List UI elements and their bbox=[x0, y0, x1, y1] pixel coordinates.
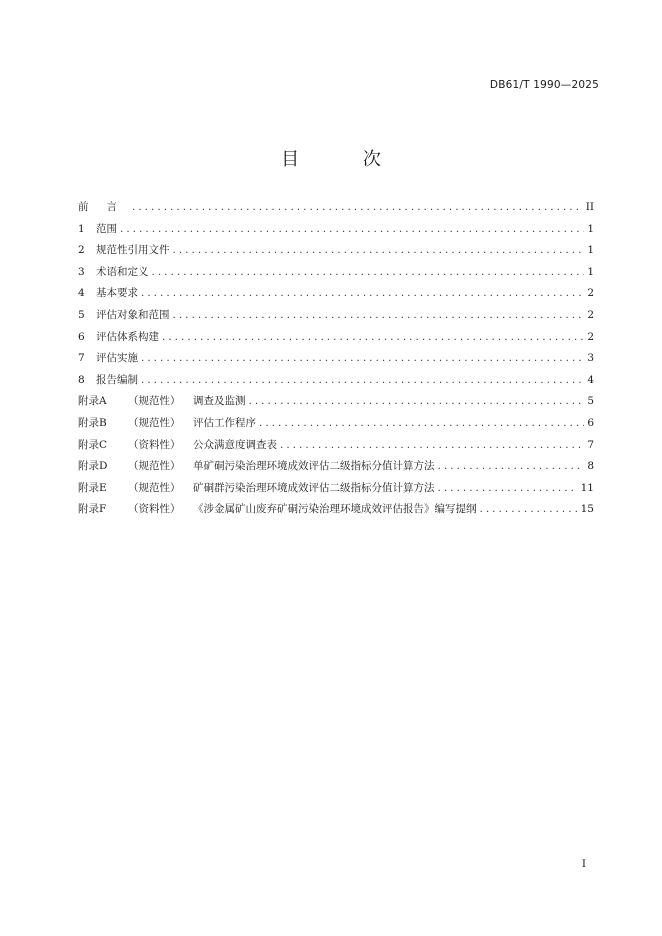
standard-code: DB61/T 1990—2025 bbox=[489, 79, 599, 91]
dot-leader bbox=[438, 460, 585, 472]
toc-entry-2[interactable] bbox=[78, 242, 594, 264]
toc-entry-number: 5 bbox=[78, 308, 85, 321]
toc-entry-number: 4 bbox=[78, 287, 85, 300]
toc-entry-1[interactable] bbox=[78, 221, 594, 243]
toc-entry-page: 2 bbox=[587, 308, 594, 321]
dot-leader bbox=[141, 352, 584, 364]
toc-entry-text: 基本要求 bbox=[96, 287, 138, 300]
toc-entry-page: 1 bbox=[587, 244, 594, 257]
toc-entry-text: 报告编制 bbox=[96, 373, 138, 386]
toc-entry-page: 4 bbox=[587, 373, 594, 386]
appendix-title: 矿硐群污染治理环境成效评估二级指标分值计算方法 bbox=[193, 481, 435, 494]
toc-entry-page: 3 bbox=[587, 352, 594, 365]
toc-appendix-a[interactable] bbox=[78, 393, 594, 415]
appendix-classification: （规范性） bbox=[128, 416, 181, 429]
toc-entry-text: 评估实施 bbox=[96, 352, 138, 365]
toc-entry-page: II bbox=[585, 201, 594, 213]
toc-entry-number: 2 bbox=[78, 244, 85, 257]
appendix-title: 《涉金属矿山废弃矿硐污染治理环境成效评估报告》编写提纲 bbox=[193, 503, 477, 516]
toc-entry-page: 5 bbox=[587, 395, 594, 408]
toc-entry-page: 8 bbox=[587, 460, 594, 473]
toc-entry-page: 6 bbox=[587, 416, 594, 429]
dot-leader bbox=[162, 331, 584, 343]
page-number: I bbox=[581, 858, 586, 870]
toc-entry-page: 1 bbox=[587, 222, 594, 235]
dot-leader bbox=[249, 395, 585, 407]
appendix-classification: （规范性） bbox=[128, 395, 181, 408]
appendix-prefix: 附录A bbox=[78, 395, 107, 408]
toc-entry-number: 7 bbox=[78, 352, 85, 365]
appendix-prefix: 附录C bbox=[78, 438, 108, 451]
dot-leader bbox=[173, 244, 585, 256]
appendix-prefix: 附录D bbox=[78, 460, 108, 473]
toc-entry-number: 8 bbox=[78, 373, 85, 386]
toc-entry-7[interactable] bbox=[78, 350, 594, 372]
toc-entry-number: 1 bbox=[78, 222, 85, 235]
toc-entry-page: 2 bbox=[587, 287, 594, 300]
toc-entry-number: 6 bbox=[78, 330, 85, 343]
toc-appendix-e[interactable] bbox=[78, 480, 594, 502]
toc-entry-text: 评估对象和范围 bbox=[96, 308, 170, 321]
toc-entry-8[interactable] bbox=[78, 372, 594, 394]
toc-entry-text: 规范性引用文件 bbox=[96, 244, 170, 257]
dot-leader bbox=[152, 266, 585, 278]
dot-leader bbox=[480, 503, 578, 515]
appendix-title: 调查及监测 bbox=[193, 395, 246, 408]
appendix-classification: （规范性） bbox=[128, 460, 181, 473]
appendix-title: 单矿硐污染治理环境成效评估二级指标分值计算方法 bbox=[193, 460, 435, 473]
toc-entry-page: 15 bbox=[580, 503, 594, 516]
dot-leader bbox=[120, 223, 584, 235]
appendix-prefix: 附录E bbox=[78, 481, 107, 494]
appendix-classification: （规范性） bbox=[128, 481, 181, 494]
toc-appendix-b[interactable] bbox=[78, 415, 594, 437]
toc-entry-text: 术语和定义 bbox=[96, 265, 149, 278]
dot-leader bbox=[141, 287, 584, 299]
appendix-prefix: 附录B bbox=[78, 416, 107, 429]
appendix-classification: （资料性） bbox=[128, 438, 181, 451]
toc-entry-text: 评估体系构建 bbox=[96, 330, 159, 343]
dot-leader bbox=[259, 417, 584, 429]
appendix-classification: （资料性） bbox=[128, 503, 181, 516]
toc-entry-3[interactable] bbox=[78, 264, 594, 286]
toc-entry-text: 范围 bbox=[96, 222, 117, 235]
toc-entry-page: 2 bbox=[587, 330, 594, 343]
dot-leader bbox=[132, 201, 583, 213]
dot-leader bbox=[438, 482, 578, 494]
toc-appendix-c[interactable] bbox=[78, 437, 594, 459]
toc-entry-5[interactable] bbox=[78, 307, 594, 329]
toc-appendix-f[interactable] bbox=[78, 501, 594, 523]
toc-entry-preface[interactable] bbox=[78, 199, 594, 221]
toc-entry-page: 7 bbox=[587, 438, 594, 451]
table-of-contents bbox=[78, 199, 594, 523]
toc-title: 目 次 bbox=[281, 149, 410, 170]
appendix-prefix: 附录F bbox=[78, 503, 107, 516]
toc-appendix-d[interactable] bbox=[78, 458, 594, 480]
toc-entry-6[interactable] bbox=[78, 329, 594, 351]
appendix-title: 评估工作程序 bbox=[193, 416, 256, 429]
dot-leader bbox=[173, 309, 585, 321]
toc-entry-number: 3 bbox=[78, 265, 85, 278]
toc-entry-page: 1 bbox=[587, 265, 594, 278]
toc-entry-page: 11 bbox=[580, 481, 594, 494]
dot-leader bbox=[141, 374, 584, 386]
dot-leader bbox=[280, 439, 584, 451]
toc-entry-4[interactable] bbox=[78, 285, 594, 307]
toc-entry-label: 前言 bbox=[78, 201, 135, 213]
appendix-title: 公众满意度调查表 bbox=[193, 438, 277, 451]
